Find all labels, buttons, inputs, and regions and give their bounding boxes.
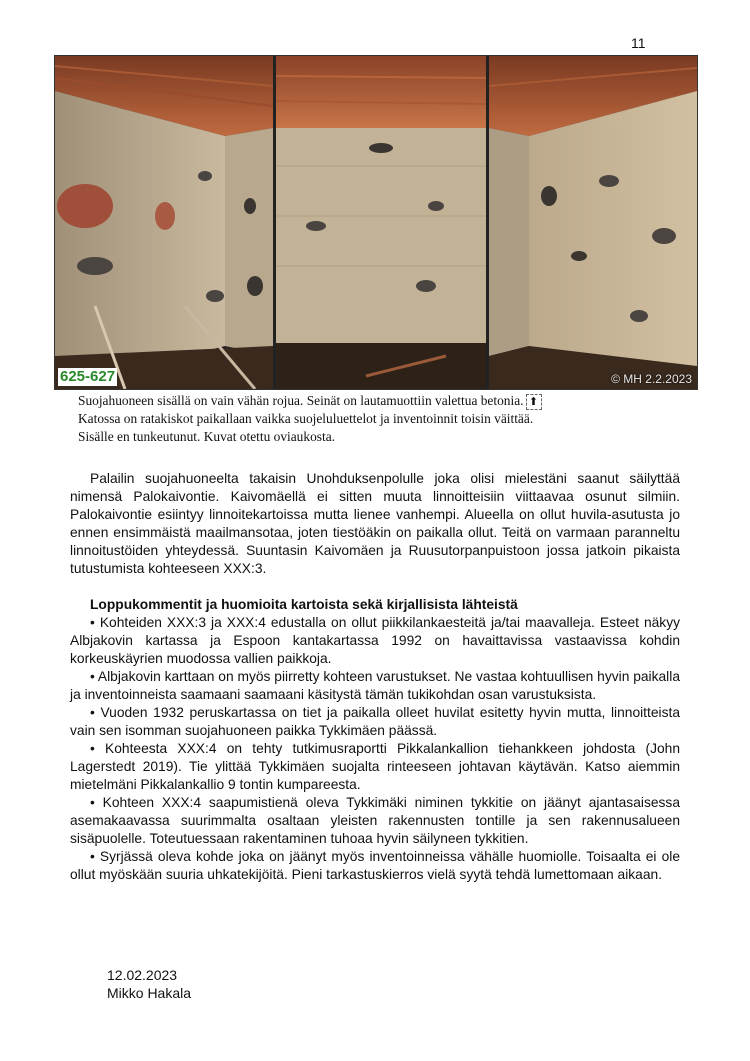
bullet-item: • Kohteesta XXX:4 on tehty tutkimusraportti Pikkalankallion tiehankkeen johdosta (John Lagerstedt 2019). Tie ylittää Tykkimäen suojalta rinteeseen johtavan käytävän. Katso aiemmin mietelmäni Pikkalankallio 9 tontin kumpareesta.	[70, 741, 680, 792]
bullet-item: • Syrjässä oleva kohde joka on jäänyt myös inventoinneissa vähälle huomiolle. Toisaalta ei ole ollut myöskään suuria uhkatekijöitä. Pieni tarkastuskierros vielä syytä tehdä lumettomaan aikaan.	[70, 849, 680, 882]
signature-block	[107, 966, 191, 1002]
caption-line-3: Sisälle en tunkeutunut. Kuvat otettu oviaukosta.	[78, 429, 335, 444]
signature-author: Mikko Hakala	[107, 985, 192, 1001]
photo-panel-left	[55, 56, 273, 389]
bullet-item: • Kohteen XXX:4 saapumistienä oleva Tykkimäki niminen tykkitie on jäänyt ajantasaisessa asemakaavassa suurimmalta osaltaan yleisten rakennusten tontille ja sen rakennusalueen sisäpuolelle. Toteutuessaan rakentaminen tuhoaa hyvin säilyneen tykkitien.	[70, 795, 680, 846]
bullet-item: • Vuoden 1932 peruskartassa on tiet ja paikalla olleet huvilat esitetty hyvin mutta, linnoitteista vain sen isomman suojahuoneen paikka Tykkimäen päässä.	[70, 705, 680, 738]
bullet-item: • Kohteiden XXX:3 ja XXX:4 edustalla on ollut piikkilankaesteitä ja/tai maavalleja. Esteet näkyy Albjakovin kartassa ja Espoon kantakartassa 1992 on havaittavissa vastaavissa kohdin korkeuskäyrien muodossa vallien paikkoja.	[70, 615, 680, 666]
document-body	[70, 470, 680, 884]
photo-copyright: © MH 2.2.2023	[611, 372, 692, 386]
signature-date: 12.02.2023	[107, 967, 178, 983]
up-arrow-icon: ⬆	[526, 394, 542, 410]
photo-id-label: 625-627	[60, 368, 116, 385]
bullet-item: • Albjakovin karttaan on myös piirretty kohteen varustukset. Ne vastaa kohtuullisen hyvin paikalla ja inventoinneista saamaani saamaani käsitystä tämän tukikohdan osan varustuksista.	[70, 669, 680, 702]
caption-line-1: Suojahuoneen sisällä on vain vähän rojua. Seinät on lautamuottiin valettua betonia.	[78, 393, 524, 408]
caption-line-2: Katossa on ratakiskot paikallaan vaikka suojeluluettelot ja inventoinnit toisin väittää.	[78, 411, 534, 426]
section-heading: Loppukommentit ja huomioita kartoista sekä kirjallisista lähteistä	[90, 597, 518, 612]
page-number: 11	[631, 35, 646, 51]
bunker-photo-strip	[54, 55, 698, 390]
photo-panel-center	[276, 56, 486, 389]
photo-caption	[78, 392, 618, 446]
photo-panel-right	[489, 56, 697, 389]
paragraph-intro: Palailin suojahuoneelta takaisin Unohduksenpolulle joka olisi mielestäni saanut säilyttää nimensä Palokaivontie. Kaivomäellä ei sitten muuta linnoitteisiin viittaavaa osunut silmiin. Palokaivontie esiintyy linnoitekartoissa mutta lienee vanhempi. Alueella on ollut huvila-asutusta jo ennen ensimmäistä maailmansotaa, joten tiestöäkin on paikalla ollut. Teitä on varmaan paranneltu linnoitustöiden yhteydessä. Suuntasin Kaivomäen ja Ruusutorpanpuistoon jossa jatkoin pikaista tutustumista kohteeseen XXX:3.	[70, 471, 680, 576]
